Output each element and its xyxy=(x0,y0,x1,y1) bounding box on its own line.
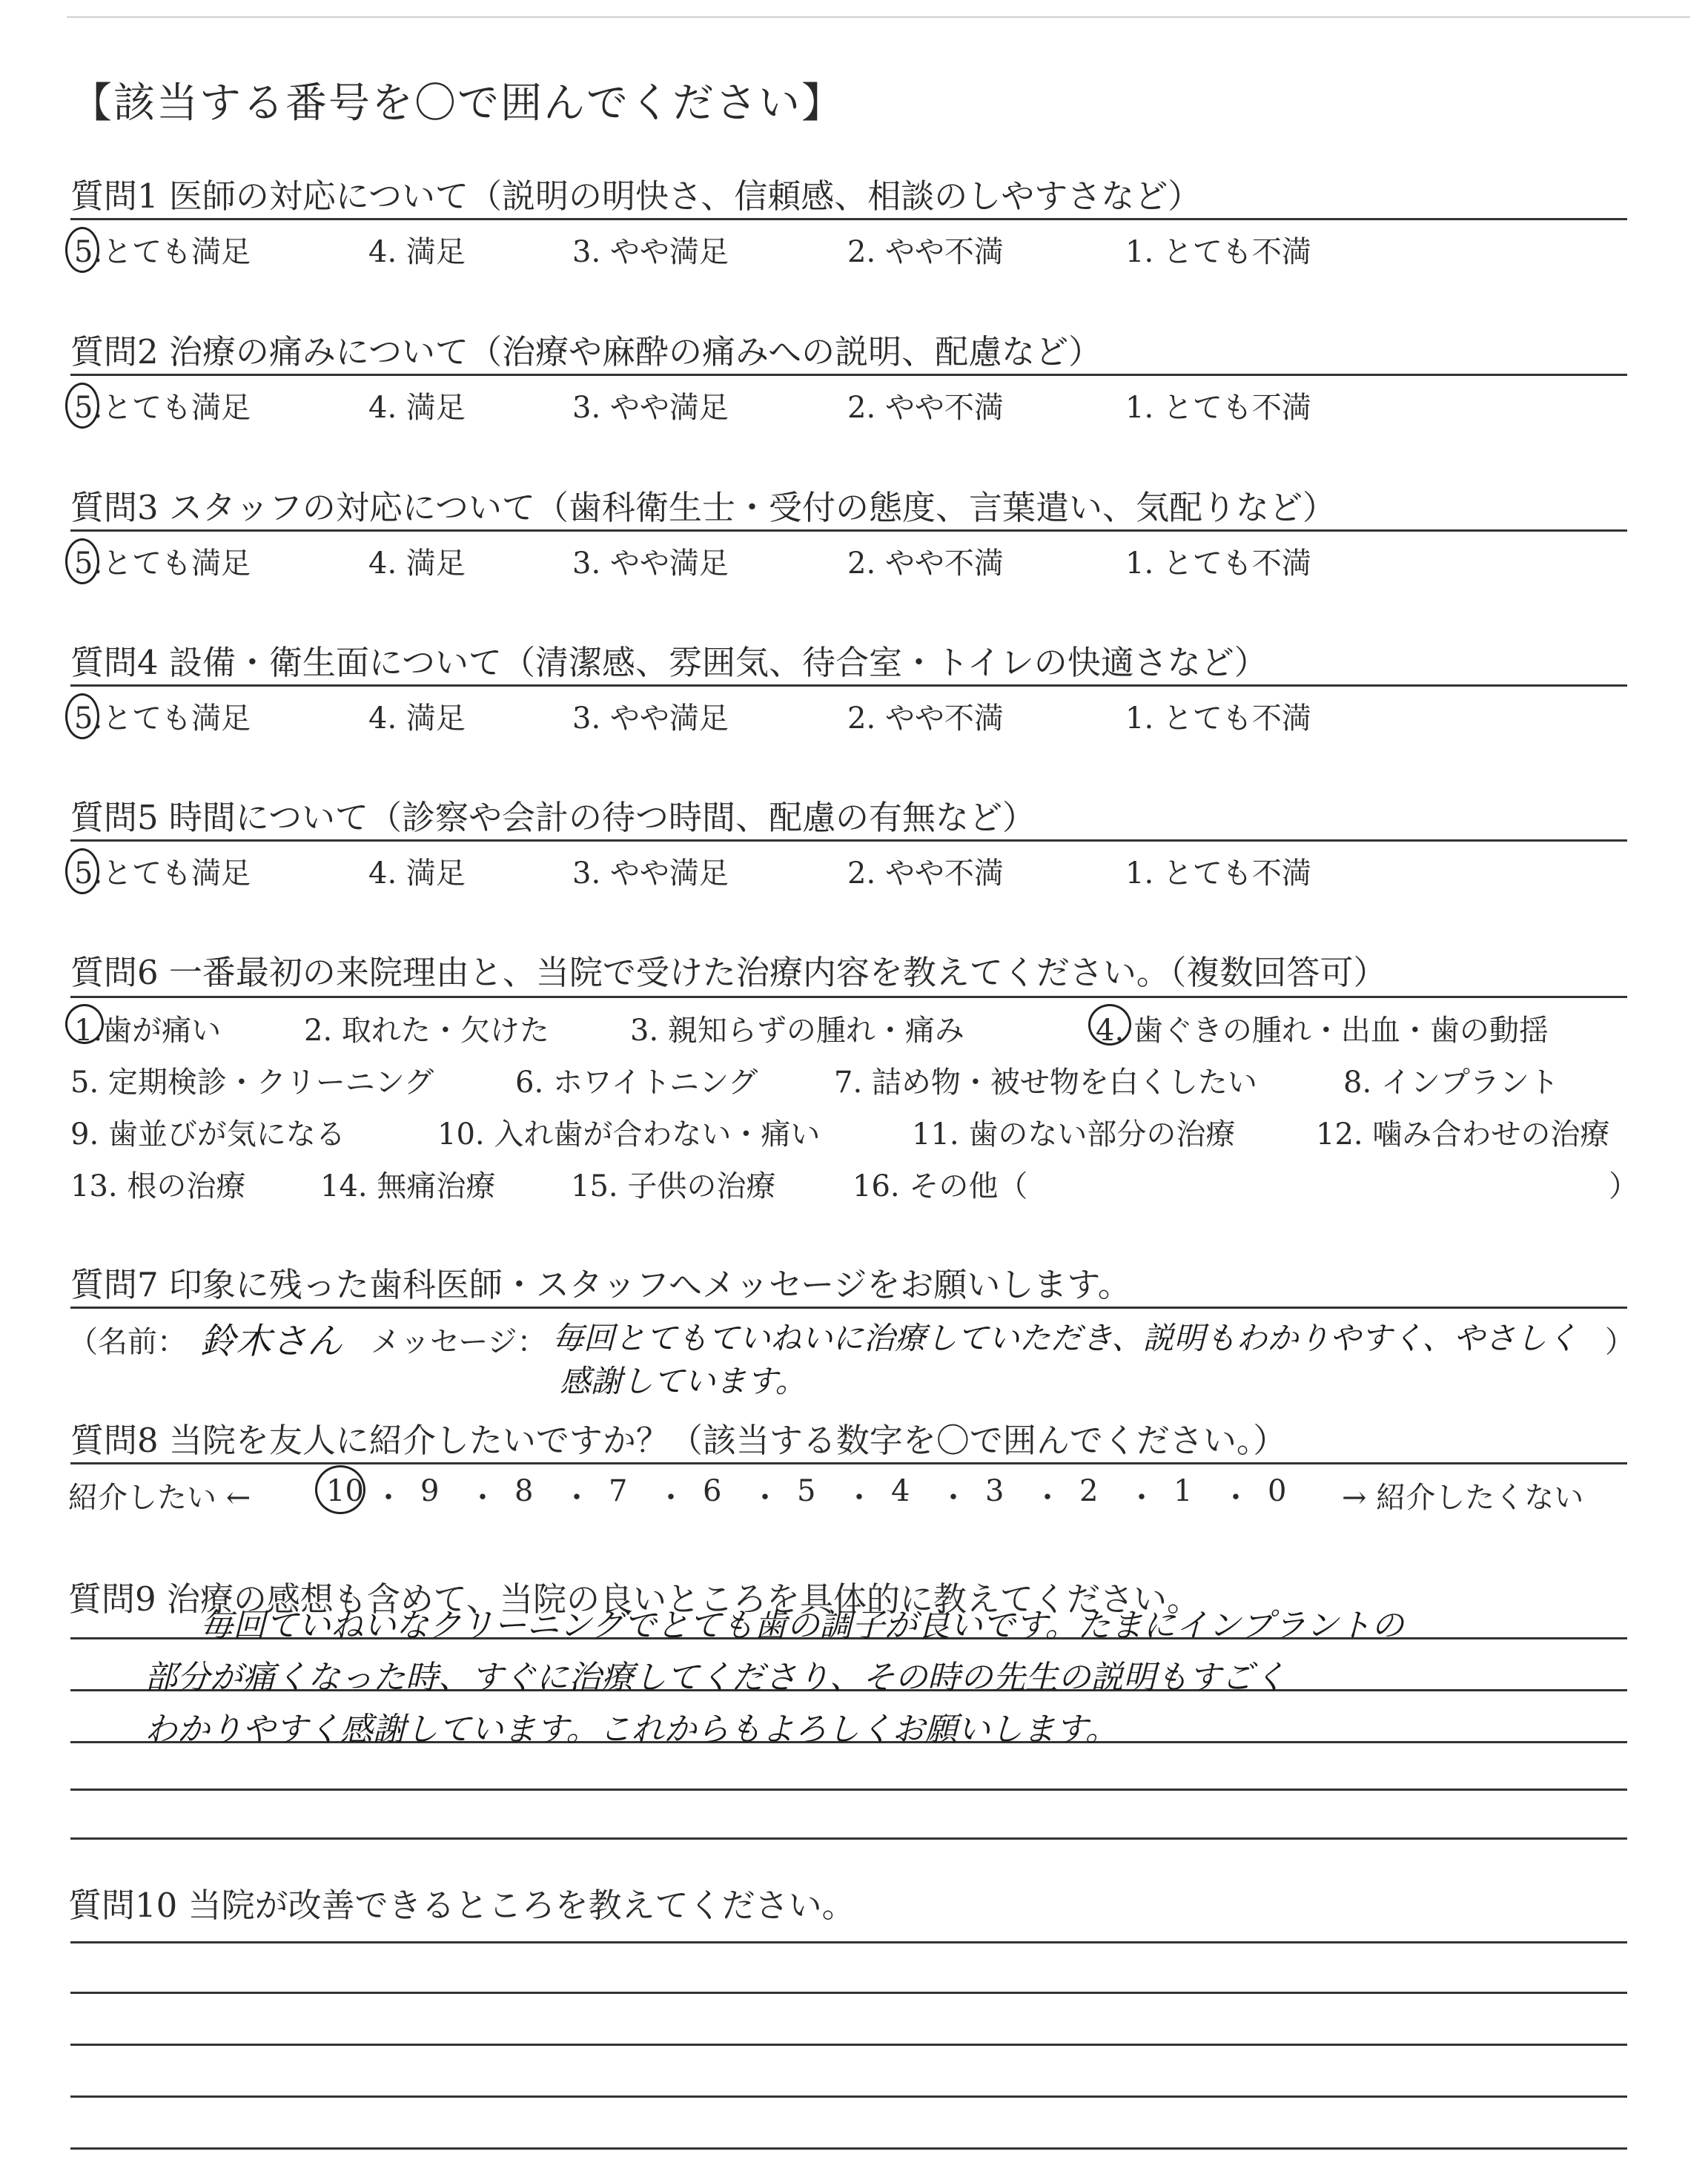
q8-scale-dot: ・ xyxy=(1127,1481,1156,1515)
q4-option-4[interactable]: 4. 満足 xyxy=(368,701,466,736)
q3-title: 質問3 スタッフの対応について（歯科衛生士・受付の態度、言葉遣い、気配りなど） xyxy=(70,488,1337,527)
q9-answer-line-3: わかりやすく感謝しています。これからもよろしくお願いします。 xyxy=(145,1711,1118,1748)
q10-title: 質問10 当院が改善できるところを教えてください。 xyxy=(68,1886,855,1925)
q7-rule xyxy=(70,1307,1627,1309)
q9-title: 質問9 治療の感想も含めて、当院の良いところを具体的に教えてください。 xyxy=(68,1579,1201,1619)
q8-scale-9[interactable]: 9 xyxy=(420,1474,440,1508)
q4-option-3[interactable]: 3. やや満足 xyxy=(572,701,729,736)
q1-option-1[interactable]: 1. とても不満 xyxy=(1125,235,1311,269)
q8-scale-4[interactable]: 4 xyxy=(891,1474,910,1508)
q7-close-paren: ） xyxy=(1605,1325,1635,1359)
q8-scale-dot: ・ xyxy=(750,1481,780,1515)
q4-circle-5 xyxy=(65,693,99,739)
q5-circle-5 xyxy=(65,848,99,894)
q10-rule-1 xyxy=(70,1941,1627,1943)
q1-option-4[interactable]: 4. 満足 xyxy=(368,235,466,269)
q10-rule-4 xyxy=(70,2095,1627,2098)
q4-option-5[interactable]: 5.とても満足 xyxy=(74,701,251,736)
q1-title: 質問1 医師の対応について（説明の明快さ、信頼感、相談のしやすさなど） xyxy=(70,176,1202,216)
q2-circle-5 xyxy=(65,383,99,429)
q8-circle-10 xyxy=(315,1465,365,1514)
q1-rule xyxy=(70,218,1627,220)
q9-answer-line-1: 毎回ていねいなクリーニングでとても歯の調子が良いです。たまにインプラントの xyxy=(200,1607,1404,1645)
q6-option-10[interactable]: 10. 入れ歯が合わない・痛い xyxy=(437,1117,821,1152)
q4-option-1[interactable]: 1. とても不満 xyxy=(1125,701,1311,736)
q7-message-line2: 感謝しています。 xyxy=(560,1363,807,1399)
q6-title: 質問6 一番最初の来院理由と、当院で受けた治療内容を教えてください。（複数回答可） xyxy=(70,953,1387,992)
q4-option-2[interactable]: 2. やや不満 xyxy=(847,701,1004,736)
q6-option-15[interactable]: 15. 子供の治療 xyxy=(571,1169,776,1203)
q8-scale-dot: ・ xyxy=(1221,1481,1251,1515)
q8-scale-10[interactable]: 10 xyxy=(326,1474,364,1508)
q8-scale-dot: ・ xyxy=(844,1481,874,1515)
q9-rule-5 xyxy=(70,1837,1627,1840)
q2-option-5[interactable]: 5.とても満足 xyxy=(74,391,251,425)
q8-scale-dot: ・ xyxy=(1033,1481,1062,1515)
q5-option-4[interactable]: 4. 満足 xyxy=(368,856,466,891)
q6-option-7[interactable]: 7. 詰め物・被せ物を白くしたい xyxy=(834,1066,1257,1100)
q10-rule-3 xyxy=(70,2044,1627,2046)
q3-rule xyxy=(70,529,1627,532)
q2-title: 質問2 治療の痛みについて（治療や麻酔の痛みへの説明、配慮など） xyxy=(70,332,1102,371)
q7-name-label: （名前： xyxy=(68,1325,187,1359)
top-border xyxy=(67,16,1690,18)
q10-rule-2 xyxy=(70,1992,1627,1994)
q4-rule xyxy=(70,684,1627,687)
q8-scale-5[interactable]: 5 xyxy=(797,1474,816,1508)
q3-option-5[interactable]: 5.とても満足 xyxy=(74,546,251,581)
q8-scale-dot: ・ xyxy=(562,1481,592,1515)
q8-scale-7[interactable]: 7 xyxy=(609,1474,628,1508)
q3-option-2[interactable]: 2. やや不満 xyxy=(847,546,1004,581)
q8-scale-2[interactable]: 2 xyxy=(1079,1474,1099,1508)
q5-option-3[interactable]: 3. やや満足 xyxy=(572,856,729,891)
q1-circle-5 xyxy=(65,227,99,273)
q6-rule xyxy=(70,996,1627,998)
q6-option-16[interactable]: 16. その他（ xyxy=(853,1169,1028,1203)
form-header: 【該当する番号を〇で囲んでください】 xyxy=(70,79,844,128)
q5-option-5[interactable]: 5.とても満足 xyxy=(74,856,251,891)
q2-option-4[interactable]: 4. 満足 xyxy=(368,391,466,425)
q6-option-1[interactable]: 1.歯が痛い xyxy=(74,1014,222,1048)
q9-answer-line-2: 部分が痛くなった時、すぐに治療してくださり、その時の先生の説明もすごく xyxy=(145,1659,1286,1697)
q1-option-3[interactable]: 3. やや満足 xyxy=(572,235,729,269)
q6-option-14[interactable]: 14. 無痛治療 xyxy=(320,1169,496,1203)
q1-option-2[interactable]: 2. やや不満 xyxy=(847,235,1004,269)
q3-option-1[interactable]: 1. とても不満 xyxy=(1125,546,1311,581)
q9-rule-4 xyxy=(70,1789,1627,1791)
q8-scale-8[interactable]: 8 xyxy=(514,1474,534,1508)
q6-circle-1 xyxy=(65,1004,104,1044)
q7-name-value: 鈴木さん xyxy=(200,1321,343,1362)
q8-scale-dot: ・ xyxy=(374,1481,403,1515)
q8-scale-3[interactable]: 3 xyxy=(985,1474,1004,1508)
q10-rule-5 xyxy=(70,2147,1627,2150)
q7-title: 質問7 印象に残った歯科医師・スタッフへメッセージをお願いします。 xyxy=(70,1265,1131,1304)
q5-option-2[interactable]: 2. やや不満 xyxy=(847,856,1004,891)
q8-title: 質問8 当院を友人に紹介したいですか？（該当する数字を〇で囲んでください。） xyxy=(70,1421,1287,1460)
q4-title: 質問4 設備・衛生面について（清潔感、雰囲気、待合室・トイレの快適さなど） xyxy=(70,643,1268,682)
q8-scale-dot: ・ xyxy=(468,1481,497,1515)
q3-option-3[interactable]: 3. やや満足 xyxy=(572,546,729,581)
q2-option-2[interactable]: 2. やや不満 xyxy=(847,391,1004,425)
q6-option-11[interactable]: 11. 歯のない部分の治療 xyxy=(912,1117,1236,1152)
q5-rule xyxy=(70,839,1627,842)
q8-scale-6[interactable]: 6 xyxy=(703,1474,722,1508)
q7-message-line1: 毎回とてもていねいに治療していただき、説明もわかりやすく、やさしく xyxy=(552,1320,1578,1356)
q6-option-8[interactable]: 8. インプラント xyxy=(1343,1066,1559,1100)
q6-option-12[interactable]: 12. 噛み合わせの治療 xyxy=(1316,1117,1610,1152)
q8-left-label: 紹介したい ← xyxy=(68,1481,251,1515)
q7-message-label: メッセージ： xyxy=(371,1325,547,1359)
q6-option-2[interactable]: 2. 取れた・欠けた xyxy=(304,1014,549,1048)
q6-option-9[interactable]: 9. 歯並びが気になる xyxy=(70,1117,345,1152)
q8-scale-dot: ・ xyxy=(939,1481,968,1515)
q8-right-label: → 紹介したくない xyxy=(1342,1481,1584,1515)
q5-option-1[interactable]: 1. とても不満 xyxy=(1125,856,1311,891)
q2-option-3[interactable]: 3. やや満足 xyxy=(572,391,729,425)
q6-option-5[interactable]: 5. 定期検診・クリーニング xyxy=(70,1066,434,1100)
q8-rule xyxy=(70,1462,1627,1464)
q6-other-close: ） xyxy=(1609,1169,1638,1203)
q6-option-13[interactable]: 13. 根の治療 xyxy=(70,1169,246,1203)
q6-option-3[interactable]: 3. 親知らずの腫れ・痛み xyxy=(630,1014,964,1048)
q6-option-4[interactable]: 4. 歯ぐきの腫れ・出血・歯の動揺 xyxy=(1096,1014,1549,1048)
q1-option-5[interactable]: 5.とても満足 xyxy=(74,235,251,269)
q6-circle-4 xyxy=(1088,1004,1131,1046)
q3-option-4[interactable]: 4. 満足 xyxy=(368,546,466,581)
q3-circle-5 xyxy=(65,538,99,584)
q8-scale-0[interactable]: 0 xyxy=(1268,1474,1287,1508)
q8-scale-dot: ・ xyxy=(656,1481,686,1515)
q2-option-1[interactable]: 1. とても不満 xyxy=(1125,391,1311,425)
q5-title: 質問5 時間について（診察や会計の待つ時間、配慮の有無など） xyxy=(70,798,1036,837)
q2-rule xyxy=(70,374,1627,376)
q6-option-6[interactable]: 6. ホワイトニング xyxy=(515,1066,758,1100)
q8-scale-1[interactable]: 1 xyxy=(1174,1474,1193,1508)
